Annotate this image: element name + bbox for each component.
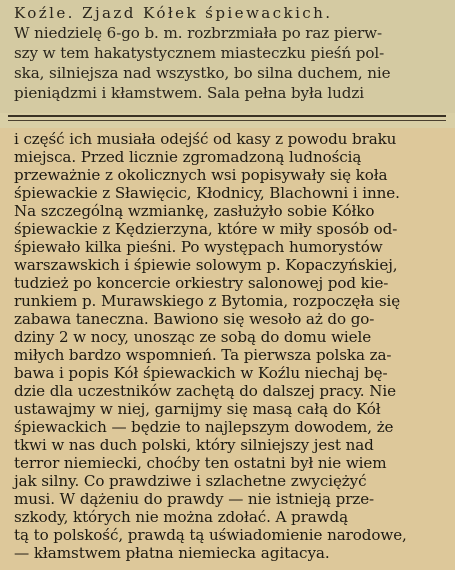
- text-line: bawa i popis Kół śpiewackich w Koźlu niechaj bę-: [14, 364, 388, 382]
- text-line: przeważnie z okolicznych wsi popisywały się koła: [14, 166, 388, 184]
- text-line: dzie dla uczestników zachętą do dalszej pracy. Nie: [14, 382, 396, 400]
- text-line: szy w tem hakatystycznem miasteczku pieśń pol-: [14, 44, 385, 62]
- separator-rule: [8, 120, 446, 121]
- text-line: ska, silniejsza nad wszystko, bo silna duchem, nie: [14, 64, 391, 82]
- text-line: śpiewackie z Sławięcic, Kłodnicy, Blachowni i inne.: [14, 184, 400, 202]
- text-line: tą to polskość, prawdą tą uświadomienie narodowe,: [14, 526, 407, 544]
- text-line: — kłamstwem płatna niemiecka agitacya.: [14, 544, 330, 562]
- separator-rule: [8, 115, 446, 117]
- text-line: jak silny. Co prawdziwe i szlachetne zwyciężyć: [14, 472, 367, 490]
- text-line: warszawskich i śpiewie solowym p. Kopaczyńskiej,: [14, 256, 398, 274]
- text-line: śpiewackie z Kędzierzyna, które w miły sposób od-: [14, 220, 398, 238]
- article-continued-section: [0, 128, 455, 570]
- text-line: runkiem p. Murawskiego z Bytomia, rozpoczęła się: [14, 292, 401, 310]
- text-line: musi. W dążeniu do prawdy — nie istnieją prze-: [14, 490, 375, 508]
- text-line: terror niemiecki, choćby ten ostatni był nie wiem: [14, 454, 387, 472]
- text-line: Na szczególną wzmiankę, zasłużyło sobie Kółko: [14, 202, 375, 220]
- text-line: dziny 2 w nocy, unosząc ze sobą do domu wiele: [14, 328, 372, 346]
- text-line: śpiewało kilka pieśni. Po występach humorystów: [14, 238, 383, 256]
- text-line: tudzież po koncercie orkiestry salonowej pod kie-: [14, 274, 389, 292]
- text-line: pieniądzmi i kłamstwem. Sala pełna była ludzi: [14, 84, 364, 102]
- text-line: szkody, których nie można zdołać. A prawdą: [14, 508, 349, 526]
- article-heading: Koźle. Zjazd Kółek śpiewackich.: [14, 4, 333, 22]
- text-line: zabawa taneczna. Bawiono się wesoło aż do go-: [14, 310, 375, 328]
- text-line: ustawajmy w niej, garnijmy się masą całą do Kół: [14, 400, 381, 418]
- article-top-section: [0, 0, 455, 113]
- text-line: śpiewackich — będzie to najlepszym dowodem, że: [14, 418, 394, 436]
- text-line: tkwi w nas duch polski, który silniejszy jest nad: [14, 436, 374, 454]
- text-line: miłych bardzo wspomnień. Ta pierwsza polska za-: [14, 346, 392, 364]
- text-line: W niedzielę 6-go b. m. rozbrzmiała po raz pierw-: [14, 24, 383, 42]
- text-line: miejsca. Przed licznie zgromadzoną ludnością: [14, 148, 362, 166]
- text-line: i część ich musiała odejść od kasy z powodu braku: [14, 130, 397, 148]
